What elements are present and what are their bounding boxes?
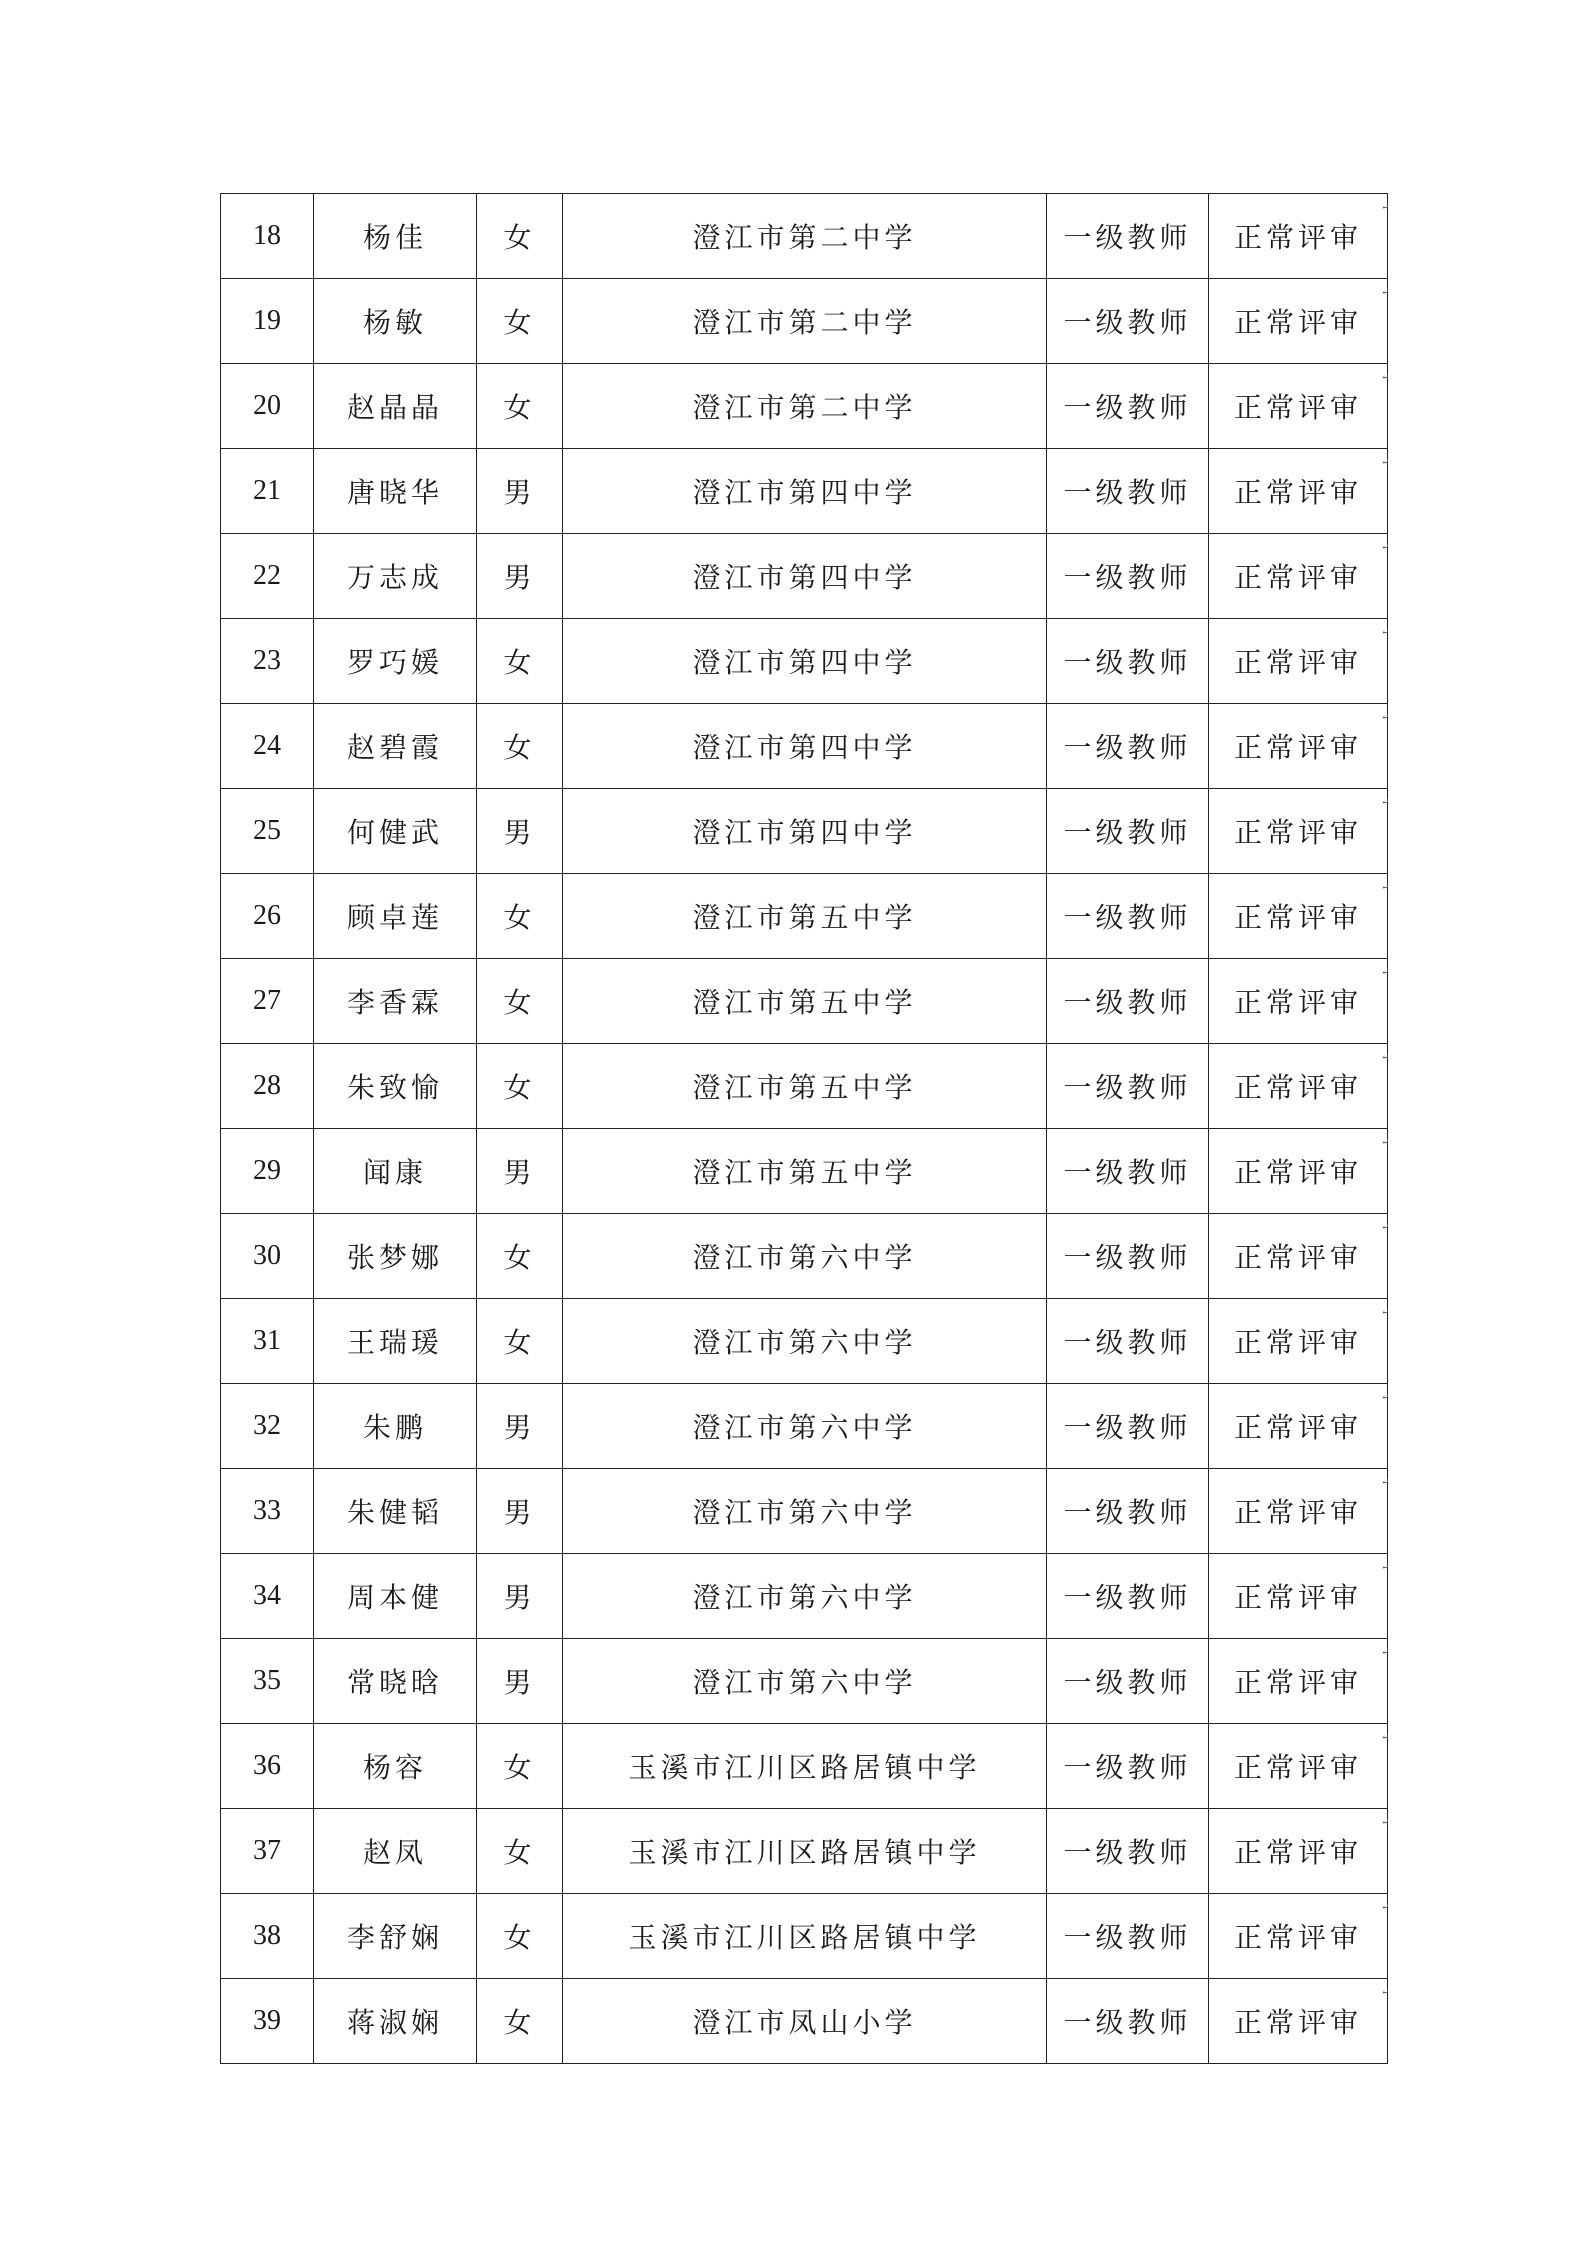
review-status-cell — [1209, 619, 1388, 704]
school-cell: 澄江市第四中学 — [563, 789, 1047, 874]
table-row — [221, 959, 1388, 1044]
school-cell: 澄江市第五中学 — [563, 1044, 1047, 1129]
title-cell: 一级教师 — [1047, 1044, 1209, 1129]
serial-number-cell: 27 — [221, 959, 314, 1044]
roster-body — [221, 194, 1388, 2064]
name-cell: 蒋淑娴 — [314, 1979, 477, 2064]
paragraph-mark-icon: ↵ — [1381, 287, 1390, 298]
school-cell: 澄江市凤山小学 — [563, 1979, 1047, 2064]
school-cell: 澄江市第五中学 — [563, 874, 1047, 959]
name-cell: 闻康 — [314, 1129, 477, 1214]
review-status-cell — [1209, 1214, 1388, 1299]
paragraph-mark-icon: ↵ — [1381, 1732, 1390, 1743]
serial-number-cell: 21 — [221, 449, 314, 534]
title-cell: 一级教师 — [1047, 1554, 1209, 1639]
title-cell: 一级教师 — [1047, 1809, 1209, 1894]
name-cell: 杨佳 — [314, 194, 477, 279]
review-status-text: 正常评审 — [1233, 221, 1362, 254]
review-status-cell — [1209, 1554, 1388, 1639]
review-status-text: 正常评审 — [1233, 1666, 1362, 1699]
serial-number-cell: 38 — [221, 1894, 314, 1979]
table-row — [221, 619, 1388, 704]
review-status-text: 正常评审 — [1233, 646, 1362, 679]
gender-cell: 女 — [477, 194, 563, 279]
review-status-cell — [1209, 1809, 1388, 1894]
serial-number-cell: 19 — [221, 279, 314, 364]
table-row — [221, 1044, 1388, 1129]
gender-cell: 女 — [477, 1044, 563, 1129]
school-cell: 澄江市第四中学 — [563, 704, 1047, 789]
title-cell: 一级教师 — [1047, 1469, 1209, 1554]
title-cell: 一级教师 — [1047, 1384, 1209, 1469]
review-status-text: 正常评审 — [1233, 561, 1362, 594]
school-cell: 澄江市第六中学 — [563, 1469, 1047, 1554]
school-cell: 澄江市第四中学 — [563, 534, 1047, 619]
review-status-text: 正常评审 — [1233, 1071, 1362, 1104]
gender-cell: 女 — [477, 279, 563, 364]
name-cell: 朱健韬 — [314, 1469, 477, 1554]
review-status-text: 正常评审 — [1233, 1836, 1362, 1869]
gender-cell: 女 — [477, 619, 563, 704]
title-cell: 一级教师 — [1047, 1299, 1209, 1384]
paragraph-mark-icon: ↵ — [1381, 1562, 1390, 1573]
review-status-cell — [1209, 1724, 1388, 1809]
review-status-text: 正常评审 — [1233, 1156, 1362, 1189]
review-status-cell — [1209, 1384, 1388, 1469]
name-cell: 朱致愉 — [314, 1044, 477, 1129]
paragraph-mark-icon: ↵ — [1381, 1222, 1390, 1233]
school-cell: 澄江市第六中学 — [563, 1299, 1047, 1384]
title-cell: 一级教师 — [1047, 704, 1209, 789]
paragraph-mark-icon: ↵ — [1381, 1647, 1390, 1658]
school-cell: 澄江市第六中学 — [563, 1639, 1047, 1724]
school-cell: 澄江市第五中学 — [563, 1129, 1047, 1214]
gender-cell: 女 — [477, 1979, 563, 2064]
name-cell: 杨容 — [314, 1724, 477, 1809]
table-row — [221, 1724, 1388, 1809]
paragraph-mark-icon: ↵ — [1381, 457, 1390, 468]
school-cell: 澄江市第六中学 — [563, 1554, 1047, 1639]
review-status-cell — [1209, 704, 1388, 789]
paragraph-mark-icon: ↵ — [1381, 1477, 1390, 1488]
gender-cell: 男 — [477, 1384, 563, 1469]
review-status-cell — [1209, 789, 1388, 874]
paragraph-mark-icon: ↵ — [1381, 967, 1390, 978]
review-status-text: 正常评审 — [1233, 1326, 1362, 1359]
table-row — [221, 1214, 1388, 1299]
serial-number-cell: 33 — [221, 1469, 314, 1554]
review-status-cell — [1209, 1979, 1388, 2064]
review-status-text: 正常评审 — [1233, 731, 1362, 764]
title-cell: 一级教师 — [1047, 194, 1209, 279]
review-status-text: 正常评审 — [1233, 1241, 1362, 1274]
table-row — [221, 1384, 1388, 1469]
title-cell: 一级教师 — [1047, 1639, 1209, 1724]
gender-cell: 男 — [477, 1469, 563, 1554]
paragraph-mark-icon: ↵ — [1381, 882, 1390, 893]
title-cell: 一级教师 — [1047, 619, 1209, 704]
paragraph-mark-icon: ↵ — [1381, 627, 1390, 638]
review-status-cell — [1209, 534, 1388, 619]
serial-number-cell: 31 — [221, 1299, 314, 1384]
name-cell: 朱鹏 — [314, 1384, 477, 1469]
school-cell: 澄江市第六中学 — [563, 1214, 1047, 1299]
table-row — [221, 1894, 1388, 1979]
paragraph-mark-icon: ↵ — [1381, 1902, 1390, 1913]
table-row — [221, 194, 1388, 279]
paragraph-mark-icon: ↵ — [1381, 1137, 1390, 1148]
name-cell: 王瑞瑗 — [314, 1299, 477, 1384]
school-cell: 玉溪市江川区路居镇中学 — [563, 1724, 1047, 1809]
title-cell: 一级教师 — [1047, 959, 1209, 1044]
review-status-text: 正常评审 — [1233, 306, 1362, 339]
name-cell: 赵凤 — [314, 1809, 477, 1894]
table-row — [221, 1979, 1388, 2064]
serial-number-cell: 29 — [221, 1129, 314, 1214]
serial-number-cell: 24 — [221, 704, 314, 789]
paragraph-mark-icon: ↵ — [1381, 1052, 1390, 1063]
review-status-text: 正常评审 — [1233, 1921, 1362, 1954]
school-cell: 澄江市第四中学 — [563, 619, 1047, 704]
gender-cell: 男 — [477, 1129, 563, 1214]
serial-number-cell: 22 — [221, 534, 314, 619]
title-cell: 一级教师 — [1047, 1894, 1209, 1979]
name-cell: 唐晓华 — [314, 449, 477, 534]
name-cell: 李香霖 — [314, 959, 477, 1044]
table-row — [221, 1299, 1388, 1384]
table-row — [221, 534, 1388, 619]
table-row — [221, 1639, 1388, 1724]
title-cell: 一级教师 — [1047, 279, 1209, 364]
paragraph-mark-icon: ↵ — [1381, 372, 1390, 383]
paragraph-mark-icon: ↵ — [1381, 712, 1390, 723]
gender-cell: 女 — [477, 1299, 563, 1384]
table-row — [221, 874, 1388, 959]
title-cell: 一级教师 — [1047, 449, 1209, 534]
gender-cell: 女 — [477, 364, 563, 449]
paragraph-mark-icon: ↵ — [1381, 1307, 1390, 1318]
paragraph-mark-icon: ↵ — [1381, 542, 1390, 553]
name-cell: 顾卓莲 — [314, 874, 477, 959]
review-status-text: 正常评审 — [1233, 391, 1362, 424]
title-cell: 一级教师 — [1047, 364, 1209, 449]
serial-number-cell: 37 — [221, 1809, 314, 1894]
paragraph-mark-icon: ↵ — [1381, 1392, 1390, 1403]
review-status-text: 正常评审 — [1233, 1411, 1362, 1444]
gender-cell: 女 — [477, 874, 563, 959]
serial-number-cell: 26 — [221, 874, 314, 959]
serial-number-cell: 39 — [221, 1979, 314, 2064]
review-status-cell — [1209, 1129, 1388, 1214]
gender-cell: 女 — [477, 704, 563, 789]
title-cell: 一级教师 — [1047, 1724, 1209, 1809]
serial-number-cell: 18 — [221, 194, 314, 279]
review-status-text: 正常评审 — [1233, 901, 1362, 934]
school-cell: 澄江市第四中学 — [563, 449, 1047, 534]
title-cell: 一级教师 — [1047, 874, 1209, 959]
table-row — [221, 364, 1388, 449]
review-status-cell — [1209, 1044, 1388, 1129]
table-row — [221, 279, 1388, 364]
paragraph-mark-icon: ↵ — [1381, 1987, 1390, 1998]
table-row — [221, 1469, 1388, 1554]
review-status-cell — [1209, 194, 1388, 279]
review-status-cell — [1209, 959, 1388, 1044]
school-cell: 玉溪市江川区路居镇中学 — [563, 1894, 1047, 1979]
review-status-text: 正常评审 — [1233, 2006, 1362, 2039]
school-cell: 澄江市第六中学 — [563, 1384, 1047, 1469]
name-cell: 赵晶晶 — [314, 364, 477, 449]
name-cell: 周本健 — [314, 1554, 477, 1639]
title-cell: 一级教师 — [1047, 1129, 1209, 1214]
review-status-cell — [1209, 449, 1388, 534]
review-status-text: 正常评审 — [1233, 476, 1362, 509]
serial-number-cell: 28 — [221, 1044, 314, 1129]
serial-number-cell: 34 — [221, 1554, 314, 1639]
review-status-cell — [1209, 874, 1388, 959]
review-status-cell — [1209, 1639, 1388, 1724]
review-status-cell — [1209, 1469, 1388, 1554]
gender-cell: 女 — [477, 1724, 563, 1809]
gender-cell: 女 — [477, 1214, 563, 1299]
review-status-cell — [1209, 1299, 1388, 1384]
serial-number-cell: 32 — [221, 1384, 314, 1469]
review-status-text: 正常评审 — [1233, 1581, 1362, 1614]
review-status-text: 正常评审 — [1233, 986, 1362, 1019]
paragraph-mark-icon: ↵ — [1381, 202, 1390, 213]
title-cell: 一级教师 — [1047, 534, 1209, 619]
review-status-text: 正常评审 — [1233, 1751, 1362, 1784]
table-row — [221, 1809, 1388, 1894]
paragraph-mark-icon: ↵ — [1381, 797, 1390, 808]
name-cell: 杨敏 — [314, 279, 477, 364]
review-status-cell — [1209, 279, 1388, 364]
serial-number-cell: 23 — [221, 619, 314, 704]
review-status-text: 正常评审 — [1233, 1496, 1362, 1529]
name-cell: 常晓晗 — [314, 1639, 477, 1724]
school-cell: 澄江市第五中学 — [563, 959, 1047, 1044]
paragraph-mark-icon: ↵ — [1381, 1817, 1390, 1828]
review-status-cell — [1209, 364, 1388, 449]
title-cell: 一级教师 — [1047, 1214, 1209, 1299]
serial-number-cell: 30 — [221, 1214, 314, 1299]
school-cell: 澄江市第二中学 — [563, 279, 1047, 364]
gender-cell: 女 — [477, 1809, 563, 1894]
serial-number-cell: 20 — [221, 364, 314, 449]
school-cell: 玉溪市江川区路居镇中学 — [563, 1809, 1047, 1894]
table-row — [221, 1554, 1388, 1639]
name-cell: 李舒娴 — [314, 1894, 477, 1979]
gender-cell: 男 — [477, 534, 563, 619]
name-cell: 罗巧媛 — [314, 619, 477, 704]
table-row — [221, 449, 1388, 534]
gender-cell: 男 — [477, 789, 563, 874]
table-row — [221, 704, 1388, 789]
gender-cell: 男 — [477, 449, 563, 534]
gender-cell: 女 — [477, 959, 563, 1044]
gender-cell: 男 — [477, 1554, 563, 1639]
gender-cell: 女 — [477, 1894, 563, 1979]
teacher-roster-table — [220, 193, 1388, 2064]
name-cell: 赵碧霞 — [314, 704, 477, 789]
serial-number-cell: 36 — [221, 1724, 314, 1809]
table-row — [221, 789, 1388, 874]
school-cell: 澄江市第二中学 — [563, 194, 1047, 279]
title-cell: 一级教师 — [1047, 789, 1209, 874]
review-status-cell — [1209, 1894, 1388, 1979]
serial-number-cell: 25 — [221, 789, 314, 874]
name-cell: 张梦娜 — [314, 1214, 477, 1299]
title-cell: 一级教师 — [1047, 1979, 1209, 2064]
name-cell: 万志成 — [314, 534, 477, 619]
school-cell: 澄江市第二中学 — [563, 364, 1047, 449]
review-status-text: 正常评审 — [1233, 816, 1362, 849]
gender-cell: 男 — [477, 1639, 563, 1724]
serial-number-cell: 35 — [221, 1639, 314, 1724]
name-cell: 何健武 — [314, 789, 477, 874]
table-row — [221, 1129, 1388, 1214]
